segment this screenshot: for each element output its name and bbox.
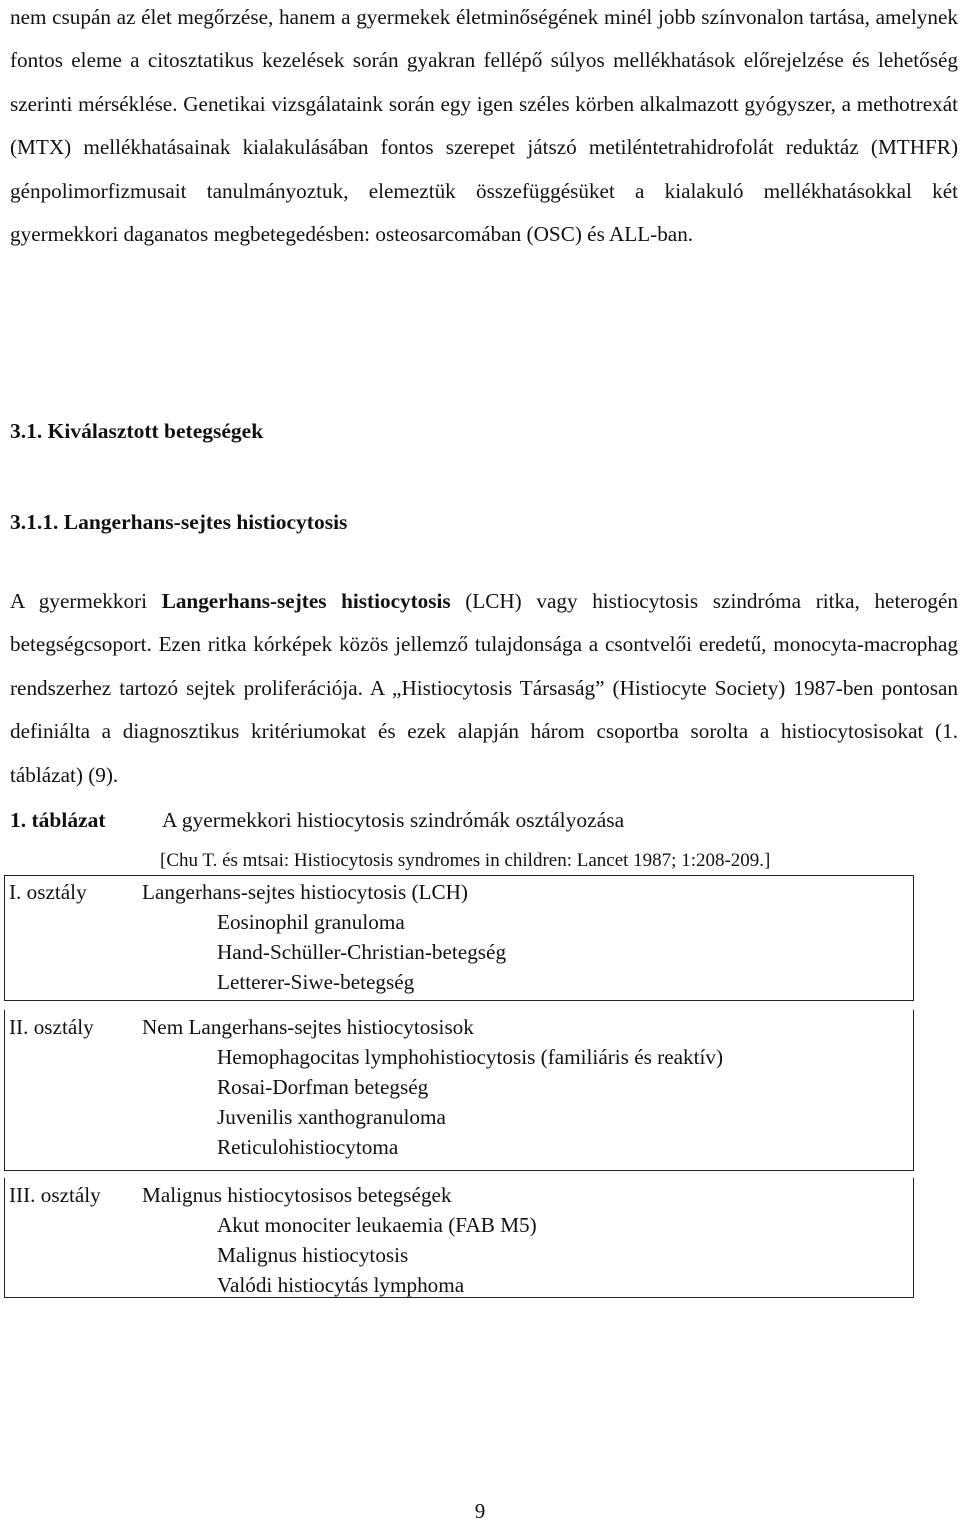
subsection-heading: 3.1.1. Langerhans-sejtes histiocytosis [10, 510, 348, 534]
class-item-text: Rosai-Dorfman betegség [217, 1075, 429, 1099]
class-item-text: Hemophagocitas lymphohistiocytosis (familiáris és reaktív) [217, 1045, 724, 1069]
class-iii-box [4, 1178, 914, 1298]
class-title: Nem Langerhans-sejtes histiocytosisok [142, 1015, 474, 1039]
lch-paragraph [10, 580, 958, 797]
class-item-text: Letterer-Siwe-betegség [217, 970, 415, 994]
class-item-text: Eosinophil granuloma [217, 910, 405, 934]
class-title: Malignus histiocytosisos betegségek [142, 1183, 452, 1207]
class-item-text: Hand-Schüller-Christian-betegség [217, 940, 507, 964]
class-label: I. osztály [9, 880, 87, 904]
section-heading: 3.1. Kiválasztott betegségek [10, 419, 264, 443]
class-ii-box [4, 1010, 914, 1171]
page-number: 9 [474, 1499, 486, 1523]
table-number: 1. táblázat [10, 808, 106, 832]
class-i-box [4, 875, 914, 1001]
class-item-text: Malignus histiocytosis [217, 1243, 409, 1267]
class-item-text: Akut monociter leukaemia (FAB M5) [217, 1213, 537, 1237]
class-label: III. osztály [9, 1183, 101, 1207]
class-item-text: Valódi histiocytás lymphoma [217, 1273, 465, 1297]
class-item-text: Reticulohistiocytoma [217, 1135, 399, 1159]
lch-paragraph-lead: A gyermekkori [10, 589, 162, 613]
table-caption [10, 806, 624, 834]
lch-paragraph-rest: (LCH) vagy histiocytosis szindróma ritka, heterogén betegségcsoport. Ezen ritka kórképek közös jellemző tulajdonsága a csontvelői eredetű, monocyta-macrophag rendszerhez tartozó sejtek proliferációja. A „Histiocytosis Társaság” (Histiocyte Society) 1987-ben pontosan definiálta a diagnosztikus kritériumokat és ezek alapján három csoportba sorolta a histiocytosisokat (1. táblázat) (9). [10, 589, 958, 787]
table-title: A gyermekkori histiocytosis szindrómák osztályozása [162, 808, 625, 832]
class-item-text: Juvenilis xanthogranuloma [217, 1105, 446, 1129]
intro-paragraph: nem csupán az élet megőrzése, hanem a gyermekek életminőségének minél jobb színvonalon tartása, amelynek fontos eleme a citosztatikus kezelések során gyakran fellépő súlyos mellékhatások előrejelzése és lehetőség szerinti mérséklése. Genetikai vizsgálataink során egy igen széles körben alkalmazott gyógyszer, a methotrexát (MTX) mellékhatásainak kialakulásában fontos szerepet játszó metiléntetrahidrofolát reduktáz (MTHFR) génpolimorfizmusait tanulmányoztuk, elemeztük összefüggésüket a kialakuló mellékhatásokkal két gyermekkori daganatos megbetegedésben: osteosarcomában (OSC) és ALL-ban. [10, 5, 958, 247]
table-source: [Chu T. és mtsai: Histiocytosis syndromes in children: Lancet 1987; 1:208-209.] [160, 850, 771, 871]
lch-paragraph-bold-term: Langerhans-sejtes histiocytosis [161, 589, 451, 613]
class-label: II. osztály [9, 1015, 94, 1039]
class-title: Langerhans-sejtes histiocytosis (LCH) [142, 880, 468, 904]
